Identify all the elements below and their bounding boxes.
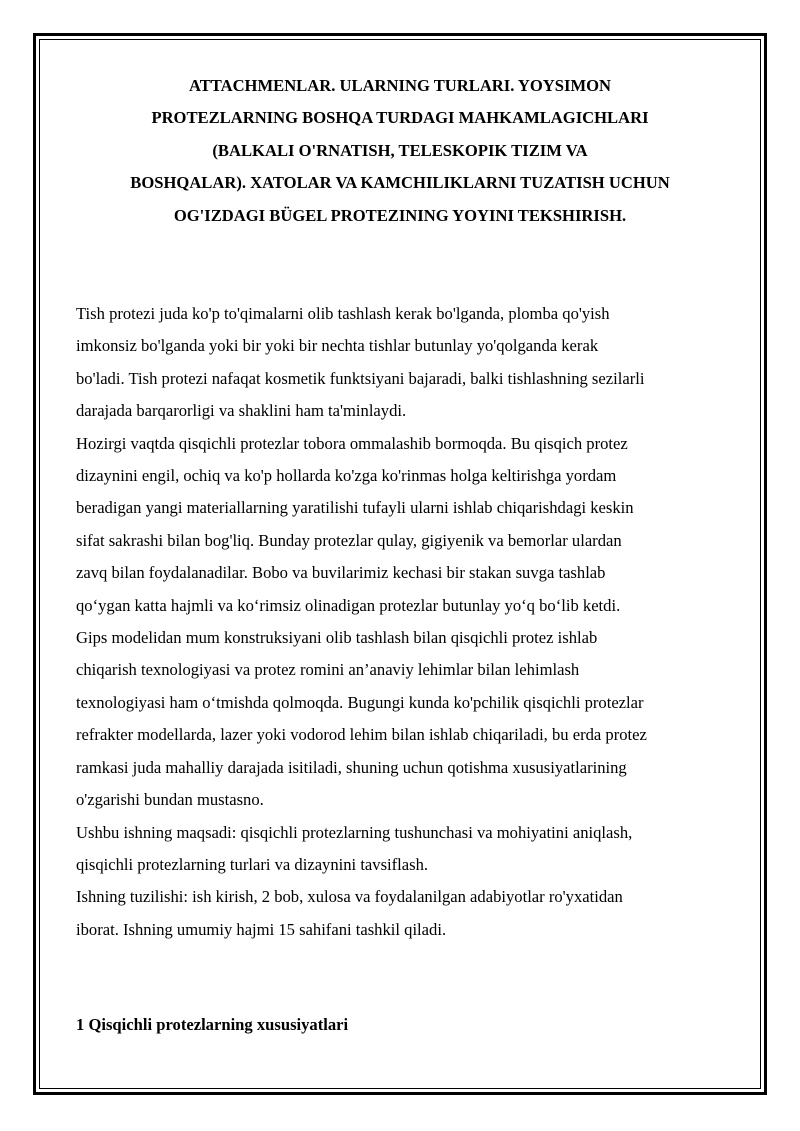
body-line: darajada barqarorligi va shaklini ham ta'minlaydi. <box>76 401 407 421</box>
body-line: chiqarish texnologiyasi va protez romini an’anaviy lehimlar bilan lehimlash <box>76 660 580 680</box>
body-line: dizaynini engil, ochiq va ko'p hollarda ko'zga ko'rinmas holga keltirishga yordam <box>76 466 617 486</box>
title-line: PROTEZLARNING BOSHQA TURDAGI MAHKAMLAGICHLARI <box>151 108 649 128</box>
body-line: Tish protezi juda ko'p to'qimalarni olib tashlash kerak bo'lganda, plomba qo'yish <box>76 304 610 323</box>
title-line: (BALKALI O'RNATISH, TELESKOPIK TIZIM VA <box>212 140 588 160</box>
body-line: texnologiyasi ham o‘tmishda qolmoqda. Bugungi kunda ko'pchilik qisqichli protezlar <box>76 692 644 712</box>
body-line: sifat sakrashi bilan bog'liq. Bunday protezlar qulay, gigiyenik va bemorlar ulardan <box>76 530 622 550</box>
body-line: refrakter modellarda, lazer yoki vodorod lehim bilan ishlab chiqariladi, bu erda protez <box>76 725 647 745</box>
body-line: ramkasi juda mahalliy darajada isitiladi, shuning uchun qotishma xususiyatlarining <box>76 757 627 777</box>
body-line: zavq bilan foydalanadilar. Bobo va buvilarimiz kechasi bir stakan suvga tashlab <box>76 563 606 583</box>
body-line: qisqichli protezlarning turlari va dizaynini tavsiflash. <box>76 854 429 874</box>
body-line: Hozirgi vaqtda qisqichli protezlar tobora ommalashib bormoqda. Bu qisqich protez <box>76 433 628 453</box>
body-line: Ushbu ishning maqsadi: qisqichli protezlarning tushunchasi va mohiyatini aniqlash, <box>76 822 633 842</box>
body-line: o'zgarishi bundan mustasno. <box>76 790 264 810</box>
body-line: imkonsiz bo'lganda yoki bir yoki bir nechta tishlar butunlay yo'qolganda kerak <box>76 336 599 356</box>
body-line: bo'ladi. Tish protezi nafaqat kosmetik funktsiyani bajaradi, balki tishlashning sezilarli <box>76 368 645 388</box>
body-line: iborat. Ishning umumiy hajmi 15 sahifani tashkil qiladi. <box>76 919 447 939</box>
title-line: OG'IZDAGI BÜGEL PROTEZINING YOYINI TEKSHIRISH. <box>173 205 627 225</box>
body-line: qo‘ygan katta hajmli va ko‘rimsiz olinadigan protezlar butunlay yo‘q bo‘lib ketdi. <box>76 595 621 615</box>
title-line: BOSHQALAR). XATOLAR VA KAMCHILIKLARNI TUZATISH UCHUN <box>130 173 670 193</box>
body-line: beradigan yangi materiallarning yaratilishi tufayli ularni ishlab chiqarishdagi keskin <box>76 498 634 518</box>
document-title <box>60 70 740 232</box>
section-heading: 1 Qisqichli protezlarning xususiyatlari <box>76 1015 349 1034</box>
body-text <box>76 298 736 946</box>
body-line: Ishning tuzilishi: ish kirish, 2 bob, xulosa va foydalanilgan adabiyotlar ro'yxatidan <box>76 887 623 907</box>
body-line: Gips modelidan mum konstruksiyani olib tashlash bilan qisqichli protez ishlab <box>76 628 598 648</box>
title-line: ATTACHMENLAR. ULARNING TURLARI. YOYSIMON <box>188 76 612 95</box>
